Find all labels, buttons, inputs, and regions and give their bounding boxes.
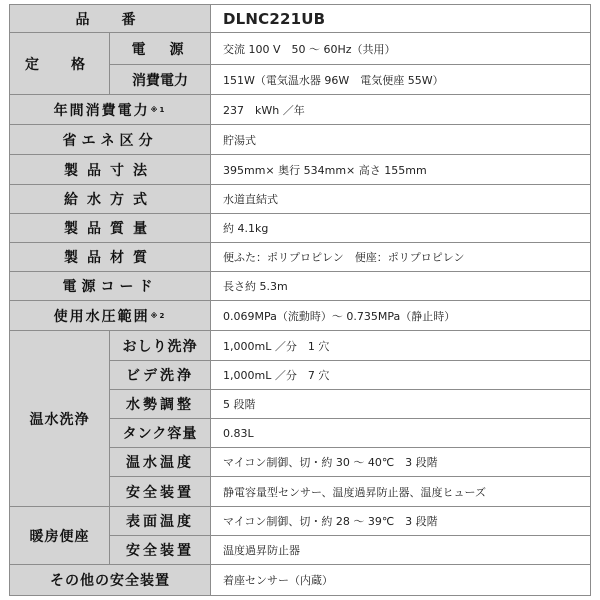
energy-class-label: 省エネ区分: [10, 125, 210, 154]
dimensions-label: 製品寸法: [10, 155, 210, 184]
surface-temp-label: 表面温度: [110, 507, 210, 535]
annual-energy-label: [10, 95, 210, 124]
cord-label: 電源コード: [10, 272, 210, 300]
pressure-label-text: 使用水圧範囲: [53, 308, 150, 325]
power-consumption-label: 消費電力: [110, 65, 210, 94]
material-label: 製品材質: [10, 243, 210, 271]
tank-value: 0.83L: [211, 419, 590, 447]
annual-energy-note: ※1: [150, 105, 167, 114]
pressure-value: 0.069MPa（流動時）〜 0.735MPa（静止時）: [211, 301, 590, 330]
weight-label: 製品質量: [10, 214, 210, 242]
other-safety-value: 着座センサー（内蔵）: [211, 565, 590, 595]
water-temp-label: 温水温度: [110, 448, 210, 476]
washer-safety-label: 安全装置: [110, 477, 210, 506]
energy-class-value: 貯湯式: [211, 125, 590, 154]
rating-label: 定 格: [10, 33, 109, 94]
heated-seat-label: 暖房便座: [10, 507, 109, 564]
model-value: DLNC221UB: [211, 5, 590, 32]
pressure-note: ※2: [150, 311, 167, 320]
power-consumption-value: 151W（電気温水器 96W 電気便座 55W）: [211, 65, 590, 94]
seat-safety-value: 温度過昇防止器: [211, 536, 590, 564]
pressure-adjust-value: 5 段階: [211, 390, 590, 418]
dimensions-value: 395mm× 奥行 534mm× 高さ 155mm: [211, 155, 590, 184]
water-temp-value: マイコン制御、切・約 30 〜 40℃ 3 段階: [211, 448, 590, 476]
other-safety-label: その他の安全装置: [10, 565, 210, 595]
annual-energy-value: 237 kWh ／年: [211, 95, 590, 124]
bidet-value: 1,000mL ／分 7 穴: [211, 361, 590, 389]
rear-wash-value: 1,000mL ／分 1 穴: [211, 331, 590, 360]
washer-label: 温水洗浄: [10, 331, 109, 506]
model-label: 品 番: [10, 5, 210, 32]
tank-label: タンク容量: [110, 419, 210, 447]
bidet-label: ビデ洗浄: [110, 361, 210, 389]
power-source-label: 電 源: [110, 33, 210, 64]
annual-energy-label-text: 年間消費電力: [53, 102, 150, 119]
seat-safety-label: 安全装置: [110, 536, 210, 564]
pressure-adjust-label: 水勢調整: [110, 390, 210, 418]
material-value: 便ふた：ポリプロピレン 便座：ポリプロピレン: [211, 243, 590, 271]
washer-safety-value: 静電容量型センサー、温度過昇防止器、温度ヒューズ: [211, 477, 590, 506]
pressure-label: [10, 301, 210, 330]
surface-temp-value: マイコン制御、切・約 28 〜 39℃ 3 段階: [211, 507, 590, 535]
water-supply-value: 水道直結式: [211, 185, 590, 213]
power-source-value: 交流 100 V 50 〜 60Hz（共用）: [211, 33, 590, 64]
weight-value: 約 4.1kg: [211, 214, 590, 242]
cord-value: 長さ約 5.3m: [211, 272, 590, 300]
water-supply-label: 給水方式: [10, 185, 210, 213]
rear-wash-label: おしり洗浄: [110, 331, 210, 360]
